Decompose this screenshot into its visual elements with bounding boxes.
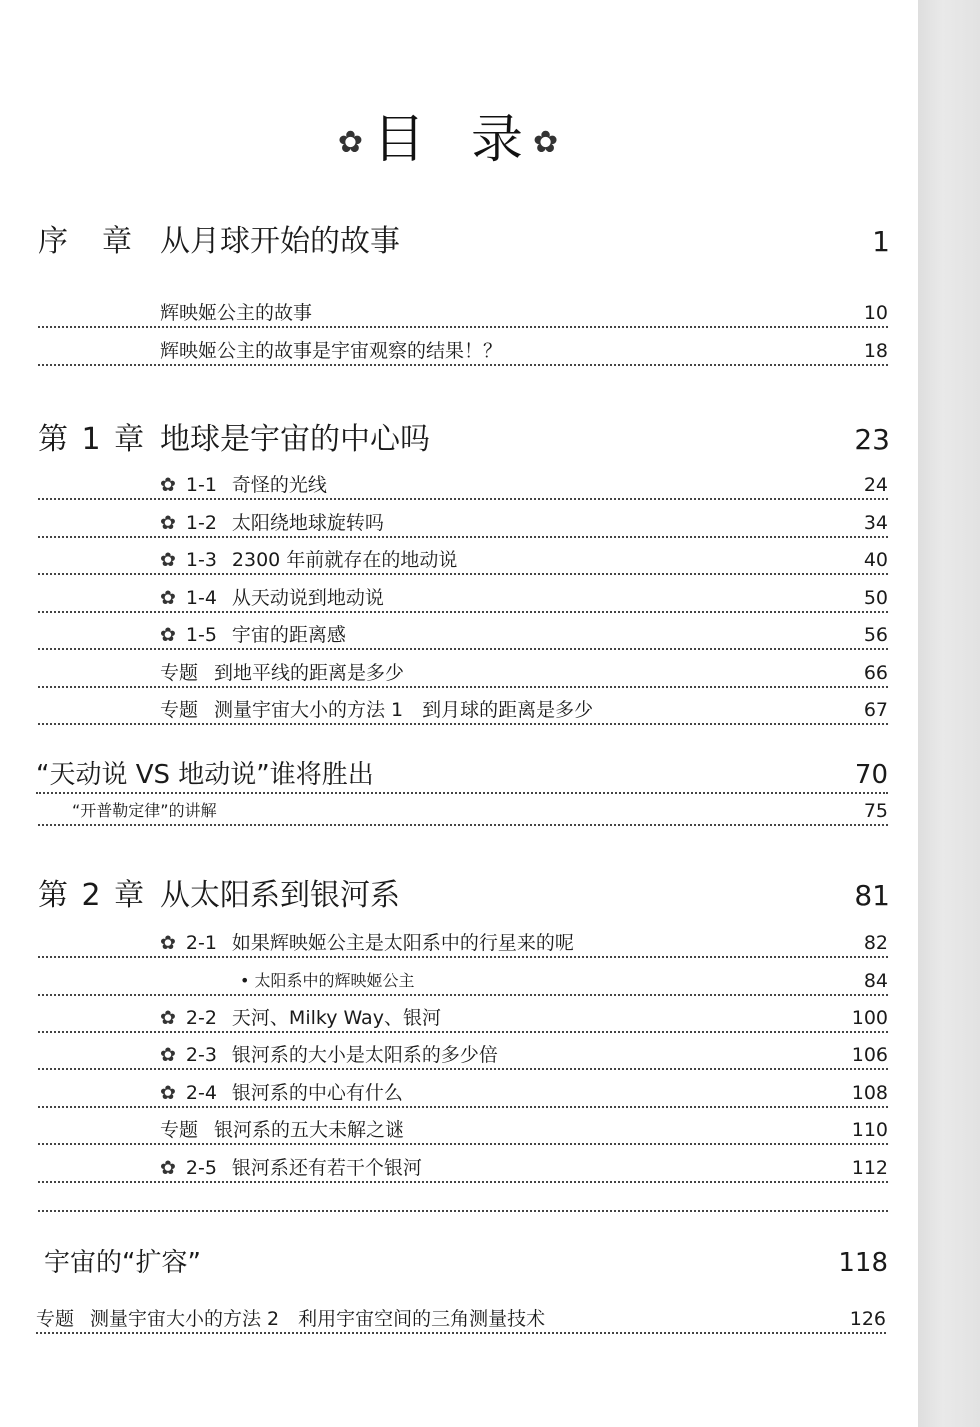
page-edge-shadow <box>918 0 980 1427</box>
entry-title: 2300 年前就存在的地动说 <box>231 549 458 571</box>
chapter-prologue[interactable] <box>38 214 890 262</box>
entry-page: 56 <box>863 624 888 646</box>
chapter-number: 第 2 章 <box>38 878 147 913</box>
flower-icon: ✿ <box>160 932 176 954</box>
entry-page: 18 <box>863 340 888 362</box>
toc-topic[interactable] <box>38 656 888 688</box>
dotted-divider <box>38 1210 888 1212</box>
toc-entry[interactable] <box>38 543 888 575</box>
chapter-2[interactable] <box>38 868 890 916</box>
toc-topic[interactable] <box>38 693 888 725</box>
entry-page: 34 <box>863 512 888 534</box>
flower-icon: ✿ <box>160 1157 176 1179</box>
toc-entry[interactable] <box>38 618 888 650</box>
flower-icon: ✿ <box>160 474 176 496</box>
entry-page: 106 <box>851 1044 888 1066</box>
chapter-number: 序 章 <box>38 224 134 259</box>
chapter-page: 81 <box>854 879 890 912</box>
entry-title: 银河系的中心有什么 <box>231 1082 403 1104</box>
section-page: 70 <box>854 760 888 790</box>
special-section-expansion[interactable] <box>44 1244 888 1280</box>
toc-entry[interactable] <box>38 468 888 500</box>
entry-page: 84 <box>863 970 888 992</box>
toc-entry[interactable] <box>38 334 888 366</box>
flower-icon: ✿ <box>160 1044 176 1066</box>
entry-title: 到地平线的距离是多少 <box>214 662 405 684</box>
entry-title: 测量宇宙大小的方法 2 利用宇宙空间的三角测量技术 <box>90 1308 546 1330</box>
topic-tag: 专题 <box>160 699 199 721</box>
entry-page: 67 <box>863 699 888 721</box>
entry-page: 108 <box>851 1082 888 1104</box>
section-title: “天动说 VS 地动说”谁将胜出 <box>36 760 374 790</box>
section-code: 1-1 <box>185 474 217 496</box>
section-code: 1-4 <box>185 587 217 609</box>
section-code: 1-3 <box>185 549 217 571</box>
entry-title: 从天动说到地动说 <box>231 587 384 609</box>
section-code: 2-5 <box>185 1157 217 1179</box>
section-code: 2-3 <box>185 1044 217 1066</box>
toc-entry[interactable] <box>38 926 888 958</box>
flower-icon: ✿ <box>160 587 176 609</box>
chapter-number: 第 1 章 <box>38 422 147 457</box>
entry-title: 太阳绕地球旋转吗 <box>231 512 384 534</box>
entry-title: • 太阳系中的辉映姬公主 <box>240 971 415 990</box>
topic-tag: 专题 <box>160 662 199 684</box>
section-code: 2-4 <box>185 1082 217 1104</box>
entry-title: 银河系的五大未解之谜 <box>214 1119 405 1141</box>
chapter-title: 地球是宇宙的中心吗 <box>160 422 430 457</box>
toc-entry[interactable] <box>38 794 888 826</box>
title-char-2: 录 <box>471 110 528 170</box>
entry-page: 40 <box>863 549 888 571</box>
entry-page: 112 <box>851 1157 888 1179</box>
section-page: 118 <box>838 1248 888 1278</box>
entry-page: 126 <box>849 1308 886 1330</box>
entry-title: 测量宇宙大小的方法 1 到月球的距离是多少 <box>214 699 594 721</box>
toc-entry[interactable] <box>38 296 888 328</box>
entry-title: 如果辉映姬公主是太阳系中的行星来的呢 <box>231 932 574 954</box>
toc-entry[interactable] <box>38 581 888 613</box>
toc-topic[interactable] <box>38 1113 888 1145</box>
entry-page: 82 <box>863 932 888 954</box>
flower-icon: ✿ <box>533 125 563 160</box>
entry-title: “开普勒定律”的讲解 <box>72 801 217 820</box>
flower-icon: ✿ <box>337 125 367 160</box>
special-section-vs[interactable] <box>36 756 888 794</box>
flower-icon: ✿ <box>160 624 176 646</box>
entry-page: 75 <box>863 800 888 822</box>
toc-topic[interactable] <box>36 1302 886 1334</box>
section-code: 2-2 <box>185 1007 217 1029</box>
toc-entry[interactable] <box>38 1001 888 1033</box>
toc-entry[interactable] <box>38 1076 888 1108</box>
chapter-title: 从太阳系到银河系 <box>160 878 400 913</box>
section-code: 2-1 <box>185 932 217 954</box>
section-code: 1-2 <box>185 512 217 534</box>
flower-icon: ✿ <box>160 1082 176 1104</box>
toc-entry[interactable] <box>38 506 888 538</box>
flower-icon: ✿ <box>160 1007 176 1029</box>
entry-title: 辉映姬公主的故事 <box>160 302 313 324</box>
toc-entry[interactable] <box>38 1038 888 1070</box>
chapter-page: 23 <box>854 423 890 456</box>
flower-icon: ✿ <box>160 512 176 534</box>
entry-page: 50 <box>863 587 888 609</box>
entry-title: 天河、Milky Way、银河 <box>231 1007 441 1029</box>
chapter-1[interactable] <box>38 412 890 460</box>
topic-tag: 专题 <box>36 1308 75 1330</box>
toc-subentry[interactable] <box>38 964 888 996</box>
entry-page: 10 <box>863 302 888 324</box>
entry-page: 110 <box>851 1119 888 1141</box>
entry-title: 辉映姬公主的故事是宇宙观察的结果！？ <box>160 340 503 362</box>
chapter-title: 从月球开始的故事 <box>160 224 400 259</box>
page-title <box>0 108 900 175</box>
section-title: 宇宙的“扩容” <box>44 1248 201 1278</box>
entry-title: 奇怪的光线 <box>231 474 327 496</box>
title-char-1: 目 <box>372 110 429 170</box>
entry-page: 66 <box>863 662 888 684</box>
chapter-page: 1 <box>872 225 890 258</box>
toc-entry[interactable] <box>38 1151 888 1183</box>
entry-page: 100 <box>851 1007 888 1029</box>
topic-tag: 专题 <box>160 1119 199 1141</box>
entry-title: 银河系的大小是太阳系的多少倍 <box>231 1044 498 1066</box>
section-code: 1-5 <box>185 624 217 646</box>
entry-title: 宇宙的距离感 <box>231 624 346 646</box>
entry-page: 24 <box>863 474 888 496</box>
flower-icon: ✿ <box>160 549 176 571</box>
entry-title: 银河系还有若干个银河 <box>231 1157 422 1179</box>
